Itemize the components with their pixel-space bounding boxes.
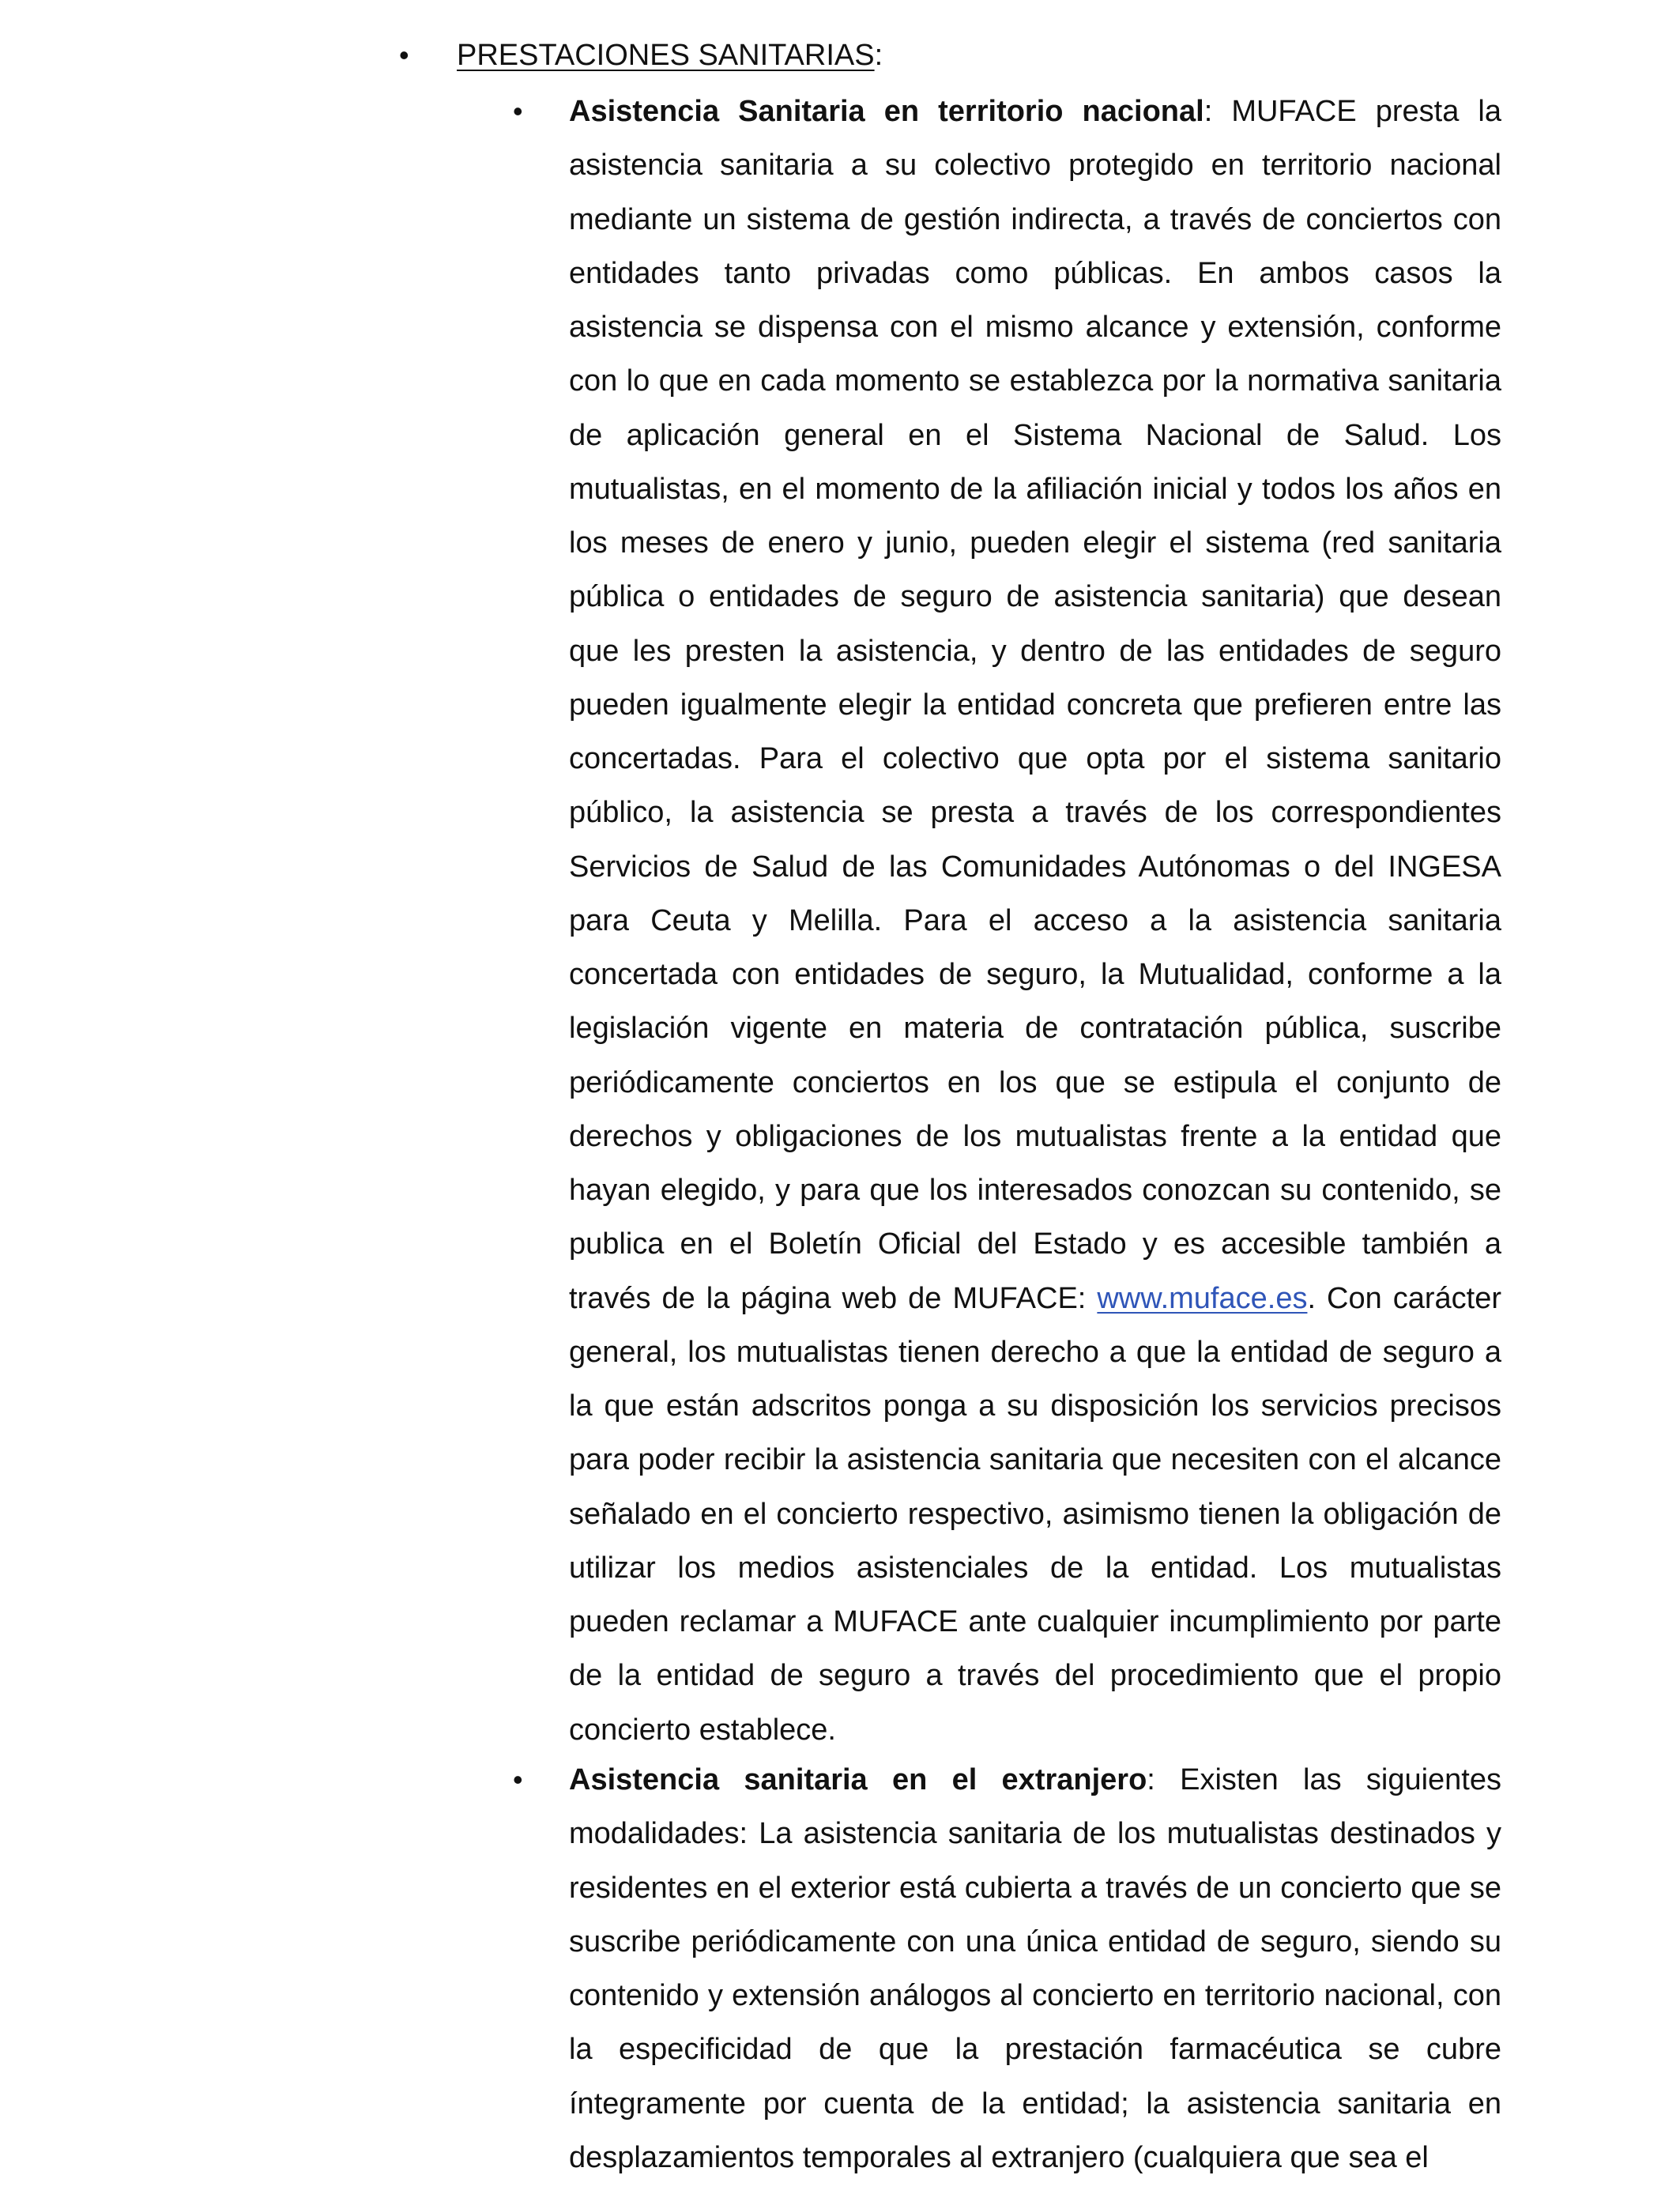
item-title: Asistencia Sanitaria en territorio nacional	[569, 95, 1204, 128]
item-text: : Existen las siguientes modalidades: La asistencia sanitaria de los mutualistas destinados y residentes en el exterior está cubierta a través de un concierto que se suscribe periódicamente con una única entidad de seguro, siendo su contenido y extensión análogos al concierto en territorio nacional, con la especificidad de que la prestación farmacéutica se cubre íntegramente por cuenta de la entidad; la asistencia sanitaria en desplazamientos temporales al extranjero (cualquiera que sea el	[569, 1763, 1501, 2174]
section-bullet-icon: •	[399, 39, 409, 71]
item-bullet-icon: •	[513, 1763, 523, 1796]
item-title: Asistencia sanitaria en el extranjero	[569, 1763, 1147, 1796]
item-text-continued: . Con carácter general, los mutualistas tienen derecho a que la entidad de seguro a la que están adscritos ponga a su disposición los servicios precisos para poder recibir la asistencia sanitaria que necesiten con el alcance señalado en el concierto respectivo, asimismo tienen la obligación de utilizar los medios asistenciales de la entidad. Los mutualistas pueden reclamar a MUFACE ante cualquier incumplimiento por parte de la entidad de seguro a través del procedimiento que el propio concierto establece.	[569, 1281, 1501, 1747]
item-bullet-icon: •	[513, 95, 523, 127]
muface-website-link[interactable]: www.muface.es	[1097, 1281, 1308, 1315]
item-text: : MUFACE presta la asistencia sanitaria a su colectivo protegido en territorio nacional mediante un sistema de gestión indirecta, a través de conciertos con entidades tanto privadas como públicas. En ambos casos la asistencia se dispensa con el mismo alcance y extensión, conforme con lo que en cada momento se establezca por la normativa sanitaria de aplicación general en el Sistema Nacional de Salud. Los mutualistas, en el momento de la afiliación inicial y todos los años en los meses de enero y junio, pueden elegir el sistema (red sanitaria pública o entidades de seguro de asistencia sanitaria) que desean que les presten la asistencia, y dentro de las entidades de seguro pueden igualmente elegir la entidad concreta que prefieren entre las concertadas. Para el colectivo que opta por el sistema sanitario público, la asistencia se presta a través de los correspondientes Servicios de Salud de las Comunidades Autónomas o del INGESA para Ceuta y Melilla. Para el acceso a la asistencia sanitaria concertada con entidades de seguro, la Mutualidad, conforme a la legislación vigente en materia de contratación pública, suscribe periódicamente conciertos en los que se estipula el conjunto de derechos y obligaciones de los mutualistas frente a la entidad que hayan elegido, y para que los interesados conozcan su contenido, se publica en el Boletín Oficial del Estado y es accesible también a través de la página web de MUFACE:	[569, 95, 1502, 1315]
item-foreign-healthcare	[569, 1753, 1501, 2185]
section-heading-colon: :	[874, 39, 883, 72]
section-heading	[457, 35, 883, 76]
section-heading-text: PRESTACIONES SANITARIAS	[457, 39, 875, 72]
item-national-healthcare	[569, 85, 1501, 1757]
